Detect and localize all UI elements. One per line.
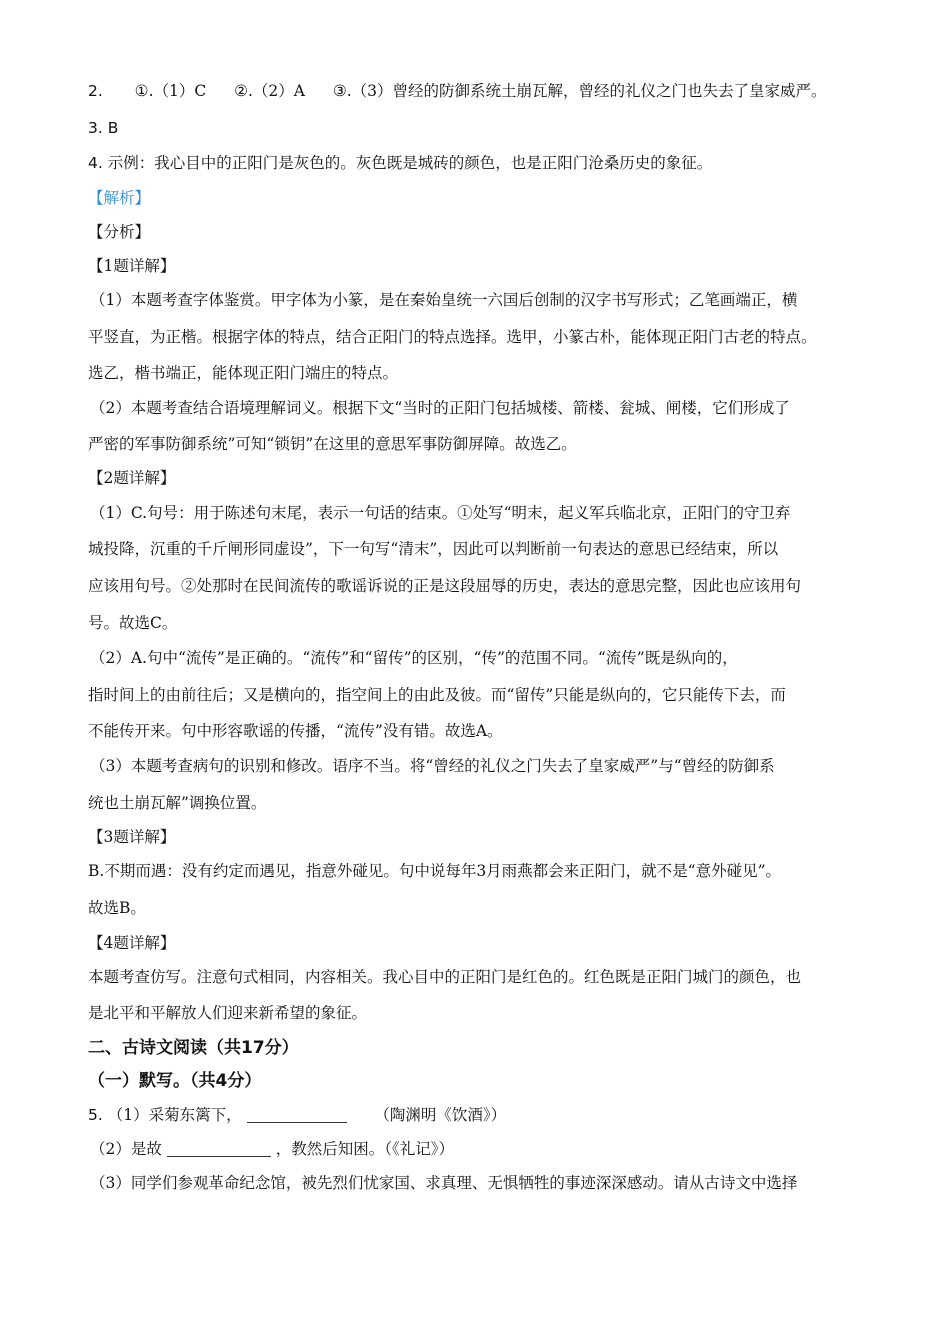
jiexi-label: 【解析】 [88, 189, 151, 207]
q4-answer-text: 示例：我心目中的正阳门是灰色的。灰色既是城砖的颜色，也是正阳门沧桑历史的象征。 [107, 154, 713, 172]
t2-para2-line1: （2）A.句中“流传”是正确的。“流传”和“留传”的区别，“传”的范围不同。“流传”既是纵向的， [90, 649, 738, 667]
t3-line2: 故选B。 [88, 899, 146, 917]
t2-para2-line3: 不能传开来。句中形容歌谣的传播，“流传”没有错。故选A。 [88, 722, 503, 740]
t2-para3-line1: （3）本题考查病句的识别和修改。语序不当。将“曾经的礼仪之门失去了皇家威严”与“曾经的防御系 [90, 757, 775, 775]
t3-line1: B.不期而遇：没有约定而遇见，指意外碰见。句中说每年3月雨燕都会来正阳门，就不是“意外碰见”。 [88, 862, 782, 880]
t4-line1: 本题考查仿写。注意句式相同，内容相关。我心目中的正阳门是红色的。红色既是正阳门城门的颜色，也 [88, 968, 802, 986]
t2-para1-line1: （1）C.句号：用于陈述句末尾，表示一句话的结束。①处写“明末，起义军兵临北京，正阳门的守卫弃 [90, 504, 791, 522]
answer-blank[interactable] [247, 1106, 347, 1123]
subsection-title-dictation: （一）默写。（共4分） [88, 1071, 262, 1091]
section-heading-1: 【1题详解】 [88, 257, 176, 275]
q5-number: 5. [88, 1106, 103, 1124]
t1-para2-line1: （2）本题考查结合语境理解词义。根据下文“当时的正阳门包括城楼、箭楼、瓮城、闸楼，它们形成了 [90, 399, 790, 417]
q5-part1-source: （陶渊明《饮酒》） [374, 1106, 507, 1124]
q2-answer-c: ③.（3）曾经的防御系统土崩瓦解，曾经的礼仪之门也失去了皇家威严。 [332, 82, 827, 100]
section-heading-2: 【2题详解】 [88, 469, 176, 487]
t1-para1-line1: （1）本题考查字体鉴赏。甲字体为小篆，是在秦始皇统一六国后创制的汉字书写形式；乙笔画端正，横 [90, 291, 798, 309]
q4-number: 4. [88, 154, 103, 172]
q5-part2-prompt: （2）是故 [90, 1140, 162, 1158]
q5-part1-prompt: （1）采菊东篱下， [107, 1106, 242, 1124]
t2-para1-line3: 应该用句号。②处那时在民间流传的歌谣诉说的正是这段屈辱的历史，表达的意思完整，因此也应该用句 [88, 577, 802, 595]
t2-para2-line2: 指时间上的由前往后；又是横向的，指空间上的由此及彼。而“留传”只能是纵向的，它只能传下去，而 [88, 686, 786, 704]
section-title-poetry: 二、古诗文阅读（共17分） [88, 1038, 299, 1058]
q2-answer-a: ①.（1）C [134, 82, 207, 100]
section-heading-3: 【3题详解】 [88, 828, 176, 846]
t2-para1-line2: 城投降，沉重的千斤闸形同虚设”，下一句写“清末”，因此可以判断前一句表达的意思已经结束，所以 [88, 540, 779, 558]
t1-para2-line2: 严密的军事防御系统”可知“锁钥”在这里的意思军事防御屏障。故选乙。 [88, 435, 577, 453]
t2-para1-line4: 号。故选C。 [88, 614, 178, 632]
q5-part3-line1: （3）同学们参观革命纪念馆，被先烈们忧家国、求真理、无惧牺牲的事迹深深感动。请从古诗文中选择 [90, 1174, 798, 1192]
q5-line2 [90, 1138, 910, 1160]
q2-answer-b: ②.（2）A [234, 82, 305, 100]
t1-para1-line3: 选乙，楷书端正，能体现正阳门端庄的特点。 [88, 364, 399, 382]
t2-para3-line2: 统也土崩瓦解”调换位置。 [88, 794, 267, 812]
q4-answer-line [88, 152, 910, 174]
t1-para1-line2: 平竖直，为正楷。根据字体的特点，结合正阳门的特点选择。选甲，小篆古朴，能体现正阳门古老的特点。 [88, 328, 817, 346]
q5-part2-rest: ，教然后知困。（《礼记》） [275, 1140, 455, 1158]
t4-line2: 是北平和平解放人们迎来新希望的象征。 [88, 1004, 368, 1022]
q2-answer-line [88, 80, 910, 102]
q5-line1 [88, 1104, 910, 1126]
fenxi-label: 【分析】 [88, 223, 151, 241]
answer-blank[interactable] [167, 1140, 271, 1157]
q2-number: 2. [88, 82, 103, 100]
q3-answer: 3. B [88, 119, 119, 137]
section-heading-4: 【4题详解】 [88, 934, 176, 952]
